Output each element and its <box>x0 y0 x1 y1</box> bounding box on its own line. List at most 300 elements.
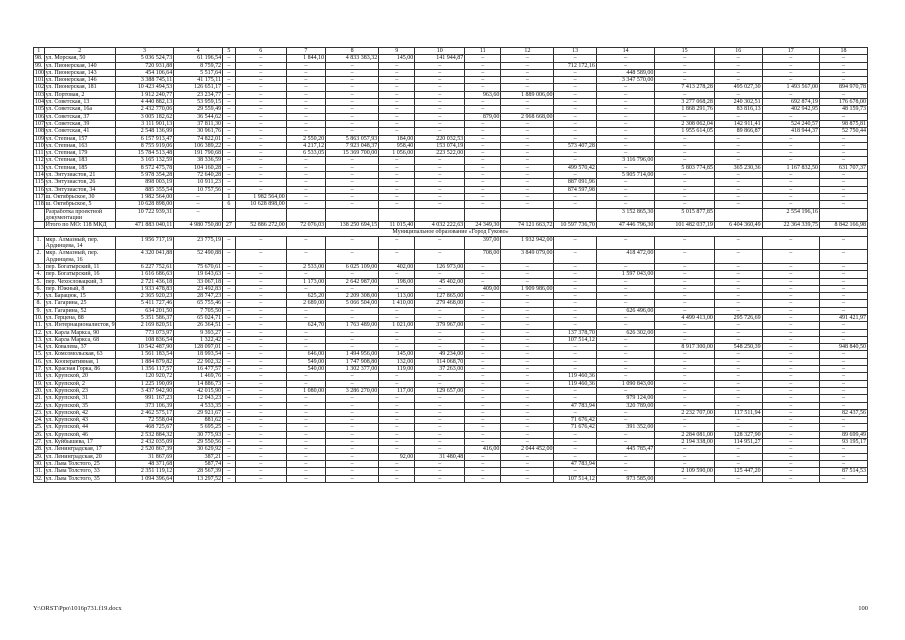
value-cell: – <box>235 322 286 329</box>
table-row <box>34 336 868 343</box>
value-cell: – <box>379 106 415 113</box>
value-cell: – <box>762 193 819 200</box>
value-cell: – <box>415 460 465 467</box>
table-row <box>34 475 868 482</box>
value-cell: – <box>286 344 325 351</box>
value-cell: 128 327,90 <box>714 431 762 438</box>
value-cell: – <box>465 271 501 278</box>
value-cell: – <box>223 439 236 446</box>
value-cell: 126 651,17 <box>174 84 223 91</box>
value-cell: – <box>714 351 762 358</box>
value-cell: – <box>554 285 596 292</box>
row-number-cell: 1. <box>34 236 45 250</box>
value-cell: – <box>819 366 867 373</box>
value-cell: – <box>465 263 501 270</box>
value-cell: 16 <box>714 48 762 55</box>
row-number-cell: 117. <box>35 193 46 200</box>
value-cell: – <box>762 475 819 482</box>
value-cell: 23 234,77 <box>174 91 223 98</box>
row-number-cell: 3. <box>34 263 45 270</box>
value-cell: – <box>655 142 714 149</box>
value-cell: 445 785,47 <box>596 446 654 453</box>
value-cell: 142 911,41 <box>714 120 762 127</box>
value-cell: – <box>465 358 501 365</box>
value-cell: – <box>501 69 554 76</box>
value-cell: – <box>286 193 325 200</box>
value-cell: – <box>465 201 501 208</box>
table-row <box>34 84 868 91</box>
value-cell: 49 234,00 <box>415 351 465 358</box>
table-row <box>34 172 868 179</box>
value-cell: 117,00 <box>379 387 415 394</box>
value-cell: – <box>286 157 325 164</box>
value-cell: 38 336,59 <box>174 157 223 164</box>
value-cell: – <box>465 395 501 402</box>
value-cell: 2 432 035,09 <box>115 439 173 446</box>
value-cell: 12 <box>501 48 554 55</box>
row-number-cell: 102. <box>35 84 46 91</box>
value-cell: – <box>714 446 762 453</box>
value-cell: – <box>286 439 325 446</box>
value-cell: 5 351 586,37 <box>115 314 173 321</box>
value-cell: – <box>762 336 819 343</box>
value-cell: – <box>596 366 654 373</box>
value-cell: – <box>326 62 379 69</box>
value-cell: – <box>223 424 236 431</box>
value-cell: – <box>286 417 325 424</box>
value-cell: 2 365 920,23 <box>115 293 173 300</box>
value-cell: 625,20 <box>286 293 325 300</box>
value-cell: 448 589,00 <box>596 69 654 76</box>
value-cell: – <box>762 453 819 460</box>
value-cell: – <box>714 236 762 250</box>
value-cell: 52 490,88 <box>174 250 223 264</box>
value-cell: – <box>762 157 819 164</box>
value-cell: – <box>379 446 415 453</box>
address-cell: пер. Богатырский, 11 <box>44 263 115 270</box>
value-cell: – <box>415 395 465 402</box>
value-cell: – <box>762 201 819 208</box>
value-cell: – <box>554 358 596 365</box>
value-cell: – <box>235 431 286 438</box>
value-cell: 74 822,01 <box>174 135 223 142</box>
value-cell: – <box>596 285 654 292</box>
value-cell: – <box>286 250 325 264</box>
value-cell: – <box>223 69 236 76</box>
value-cell <box>554 208 596 222</box>
row-number-cell: 30. <box>35 460 43 467</box>
value-cell: 53 959,15 <box>174 99 223 106</box>
value-cell: 28 567,39 <box>174 468 223 475</box>
value-cell: 1 056,00 <box>379 150 415 157</box>
value-cell: 14 <box>596 48 654 55</box>
table-row <box>34 453 868 460</box>
value-cell: – <box>501 424 554 431</box>
value-cell: – <box>326 91 379 98</box>
value-cell: 1 933 478,83 <box>115 285 173 292</box>
value-cell: 28 747,23 <box>174 293 223 300</box>
value-cell: – <box>379 236 415 250</box>
value-cell: – <box>501 62 554 69</box>
value-cell: 4 217,12 <box>286 142 325 149</box>
value-cell: 10 911,23 <box>174 179 223 186</box>
value-cell: 373 106,39 <box>115 402 173 409</box>
value-cell: – <box>379 113 415 120</box>
value-cell: – <box>223 157 236 164</box>
value-cell: – <box>235 113 286 120</box>
value-cell: – <box>554 351 596 358</box>
value-cell: – <box>819 358 867 365</box>
table-row <box>34 322 868 329</box>
value-cell: 5 015 877,85 <box>655 208 714 222</box>
value-cell: – <box>655 157 714 164</box>
value-cell: – <box>223 351 236 358</box>
value-cell: – <box>223 186 236 193</box>
value-cell: – <box>326 439 379 446</box>
value-cell: – <box>326 172 379 179</box>
value-cell: 65 024,71 <box>174 314 223 321</box>
value-cell: – <box>655 453 714 460</box>
value-cell: 524 240,57 <box>762 120 819 127</box>
value-cell: 29 921,67 <box>174 409 223 416</box>
value-cell: 119,00 <box>379 366 415 373</box>
value-cell: – <box>235 142 286 149</box>
value-cell: – <box>762 322 819 329</box>
value-cell: – <box>655 186 714 193</box>
value-cell: – <box>819 446 867 453</box>
value-cell: – <box>223 263 236 270</box>
value-cell: 8 755 919,06 <box>115 142 173 149</box>
value-cell: – <box>762 402 819 409</box>
value-cell: 24 349,30 <box>465 222 501 229</box>
value-cell: – <box>655 69 714 76</box>
value-cell: – <box>554 344 596 351</box>
value-cell: 89 699,49 <box>819 431 867 438</box>
value-cell: – <box>655 300 714 307</box>
value-cell: 1 302 377,00 <box>326 366 379 373</box>
value-cell: – <box>501 135 554 142</box>
value-cell: – <box>819 135 867 142</box>
value-cell: – <box>235 263 286 270</box>
value-cell: 6 025 109,00 <box>326 263 379 270</box>
value-cell: – <box>762 431 819 438</box>
value-cell: – <box>223 366 236 373</box>
value-cell: 6 <box>223 201 236 208</box>
value-cell: – <box>235 329 286 336</box>
value-cell: 2 432 770,06 <box>115 106 173 113</box>
value-cell: – <box>501 380 554 387</box>
value-cell: – <box>326 164 379 171</box>
row-number-cell: 24. <box>35 417 43 424</box>
value-cell: 1 763 489,00 <box>326 322 379 329</box>
row-number-cell: 13. <box>35 336 43 343</box>
value-cell: 887 091,96 <box>554 179 596 186</box>
value-cell: – <box>235 91 286 98</box>
value-cell: – <box>379 409 415 416</box>
value-cell: – <box>379 336 415 343</box>
value-cell: – <box>286 120 325 127</box>
value-cell: – <box>326 106 379 113</box>
value-cell: 176 678,00 <box>819 99 867 106</box>
value-cell: 3 849 079,00 <box>501 250 554 264</box>
value-cell: – <box>415 344 465 351</box>
value-cell: – <box>655 322 714 329</box>
value-cell: 10 597 736,70 <box>554 222 596 229</box>
value-cell: 16 477,57 <box>174 366 223 373</box>
address-cell: ш. Октябрьское, 30 <box>44 193 115 200</box>
value-cell: – <box>501 475 554 482</box>
row-number-cell: 1 <box>34 48 45 55</box>
value-cell: 1 561 183,54 <box>115 351 173 358</box>
value-cell: – <box>465 55 501 62</box>
value-cell: – <box>714 307 762 314</box>
value-cell <box>235 208 286 222</box>
row-number-cell: 2. <box>34 250 45 264</box>
value-cell: – <box>465 329 501 336</box>
value-cell: – <box>554 106 596 113</box>
value-cell: – <box>326 329 379 336</box>
value-cell: – <box>415 77 465 84</box>
value-cell: – <box>596 322 654 329</box>
value-cell: – <box>819 395 867 402</box>
value-cell: – <box>596 293 654 300</box>
value-cell <box>286 208 325 222</box>
value-cell: 4 533,35 <box>174 402 223 409</box>
value-cell: – <box>596 120 654 127</box>
value-cell: – <box>174 193 223 200</box>
value-cell: 41 175,11 <box>174 77 223 84</box>
address-cell: ул. Советская, 41 <box>44 128 115 135</box>
value-cell: – <box>554 453 596 460</box>
value-cell: 10 757,56 <box>174 186 223 193</box>
value-cell: 708,00 <box>465 250 501 264</box>
value-cell: – <box>235 106 286 113</box>
value-cell: 2 044 452,00 <box>501 446 554 453</box>
value-cell: – <box>762 250 819 264</box>
value-cell <box>415 208 465 222</box>
value-cell: – <box>326 307 379 314</box>
row-number-cell: 26. <box>35 431 43 438</box>
value-cell: 128 097,01 <box>174 344 223 351</box>
value-cell: – <box>223 431 236 438</box>
value-cell: – <box>326 99 379 106</box>
value-cell: – <box>655 336 714 343</box>
page-number: 100 <box>858 605 868 612</box>
row-number-cell: 10. <box>35 314 43 321</box>
value-cell: – <box>326 84 379 91</box>
value-cell: – <box>379 77 415 84</box>
value-cell: – <box>379 424 415 431</box>
address-cell: ул. Степная, 185 <box>44 164 115 171</box>
value-cell: – <box>501 157 554 164</box>
row-number-cell: 23. <box>35 409 43 416</box>
value-cell: 75 670,61 <box>174 263 223 270</box>
table-row <box>34 314 868 321</box>
address-cell: ул. Крупской, 23 <box>44 387 115 394</box>
table-row <box>34 329 868 336</box>
value-cell: 3 165 132,59 <box>115 157 173 164</box>
value-cell: 119 460,36 <box>554 380 596 387</box>
value-cell: – <box>286 84 325 91</box>
register-table <box>33 47 868 483</box>
value-cell: 31 867,69 <box>115 453 173 460</box>
value-cell: – <box>223 417 236 424</box>
value-cell: – <box>714 62 762 69</box>
address-cell: ул. Интернационалистов, 9 <box>45 322 115 329</box>
value-cell: – <box>326 271 379 278</box>
value-cell: – <box>415 336 465 343</box>
value-cell: – <box>655 329 714 336</box>
address-cell: ул. Советская, 37 <box>44 113 115 120</box>
value-cell: – <box>223 322 236 329</box>
value-cell: 18 993,54 <box>174 351 223 358</box>
value-cell: 2 548 136,99 <box>115 128 173 135</box>
value-cell: 712 172,16 <box>554 62 596 69</box>
value-cell: – <box>714 417 762 424</box>
value-cell: 7 923 048,37 <box>326 142 379 149</box>
value-cell: 1 090 843,00 <box>596 380 654 387</box>
value-cell: – <box>554 300 596 307</box>
address-cell: мкр. Алмазный, пер. Ардинцева, 14 <box>44 236 115 250</box>
value-cell: – <box>596 358 654 365</box>
value-cell: 18 <box>819 48 867 55</box>
value-cell: – <box>501 128 554 135</box>
row-number-cell: 112. <box>35 157 46 164</box>
value-cell: – <box>465 380 501 387</box>
value-cell: – <box>379 186 415 193</box>
value-cell: 5 036 524,73 <box>115 55 173 62</box>
value-cell: – <box>714 201 762 208</box>
value-cell: 30 961,76 <box>174 128 223 135</box>
address-cell: ул. Гагарина, 52 <box>44 307 115 314</box>
value-cell: 973 585,00 <box>596 475 654 482</box>
value-cell: 1 912 240,77 <box>115 91 173 98</box>
value-cell: – <box>655 278 714 285</box>
value-cell: – <box>415 106 465 113</box>
value-cell: 5 905 714,00 <box>596 172 654 179</box>
value-cell: 13 297,52 <box>174 475 223 482</box>
value-cell: – <box>465 409 501 416</box>
value-cell: – <box>762 460 819 467</box>
value-cell: – <box>714 179 762 186</box>
value-cell: – <box>235 271 286 278</box>
value-cell: 6 404 360,49 <box>714 222 762 229</box>
row-number-cell: 22. <box>35 402 43 409</box>
value-cell: 30 775,93 <box>174 431 223 438</box>
value-cell: – <box>235 62 286 69</box>
value-cell: – <box>465 387 501 394</box>
value-cell: 2 351 119,12 <box>115 468 173 475</box>
table-row <box>34 402 868 409</box>
value-cell: – <box>596 142 654 149</box>
value-cell: – <box>596 431 654 438</box>
value-cell: – <box>762 351 819 358</box>
value-cell: – <box>235 77 286 84</box>
value-cell: – <box>235 402 286 409</box>
row-number-cell: 18. <box>35 373 43 380</box>
value-cell: – <box>762 424 819 431</box>
row-number-cell: 118. <box>35 201 46 208</box>
table-row <box>34 113 868 120</box>
table-row <box>34 186 868 193</box>
row-number-cell: 109. <box>35 135 46 142</box>
value-cell: 1 747 908,80 <box>326 358 379 365</box>
value-cell: 1 932 942,00 <box>501 236 554 250</box>
value-cell: 279 468,00 <box>415 300 465 307</box>
value-cell: – <box>415 409 465 416</box>
row-number-cell: 9. <box>34 307 45 314</box>
value-cell: – <box>655 135 714 142</box>
value-cell: – <box>819 351 867 358</box>
row-number-cell: 11. <box>35 322 43 329</box>
value-cell: 138 250 694,15 <box>326 222 379 229</box>
value-cell: – <box>501 358 554 365</box>
table-row <box>34 77 868 84</box>
value-cell: 220 032,53 <box>415 135 465 142</box>
row-number-cell: 110. <box>35 142 46 149</box>
value-cell: – <box>554 236 596 250</box>
value-cell: – <box>465 157 501 164</box>
row-number-cell: 21. <box>35 395 43 402</box>
value-cell: – <box>223 128 236 135</box>
value-cell: – <box>415 186 465 193</box>
value-cell: – <box>286 314 325 321</box>
value-cell: – <box>596 164 654 171</box>
value-cell: – <box>596 314 654 321</box>
value-cell: – <box>655 263 714 270</box>
value-cell: – <box>819 336 867 343</box>
value-cell: – <box>762 271 819 278</box>
value-cell: – <box>223 307 236 314</box>
value-cell: 5 863 057,93 <box>326 135 379 142</box>
value-cell: – <box>655 150 714 157</box>
value-cell: 114 068,70 <box>415 358 465 365</box>
value-cell: – <box>762 62 819 69</box>
value-cell: 72 558,04 <box>115 417 173 424</box>
value-cell: – <box>714 300 762 307</box>
value-cell: 2 968 668,00 <box>501 113 554 120</box>
value-cell: 2 532 884,32 <box>115 431 173 438</box>
value-cell: 1 494 956,00 <box>326 351 379 358</box>
value-cell: 22 364 339,75 <box>762 222 819 229</box>
value-cell: – <box>714 142 762 149</box>
value-cell: 3 005 182,62 <box>115 113 173 120</box>
value-cell: – <box>465 193 501 200</box>
value-cell: – <box>465 475 501 482</box>
value-cell: – <box>714 157 762 164</box>
address-cell: ул. Льва Толстого, 35 <box>44 475 115 482</box>
value-cell: – <box>655 179 714 186</box>
value-cell: – <box>819 157 867 164</box>
value-cell: – <box>235 120 286 127</box>
value-cell: 14 886,73 <box>174 380 223 387</box>
value-cell: – <box>596 55 654 62</box>
value-cell: – <box>714 285 762 292</box>
value-cell: – <box>223 314 236 321</box>
value-cell: – <box>554 431 596 438</box>
value-cell: – <box>235 164 286 171</box>
value-cell: – <box>762 172 819 179</box>
value-cell: 101 482 037,19 <box>655 222 714 229</box>
value-cell: – <box>554 395 596 402</box>
value-cell: – <box>714 380 762 387</box>
value-cell: 223 522,00 <box>415 150 465 157</box>
value-cell: – <box>762 358 819 365</box>
value-cell: – <box>819 271 867 278</box>
value-cell: – <box>465 460 501 467</box>
table-row <box>34 157 868 164</box>
value-cell: 104 160,28 <box>174 164 223 171</box>
